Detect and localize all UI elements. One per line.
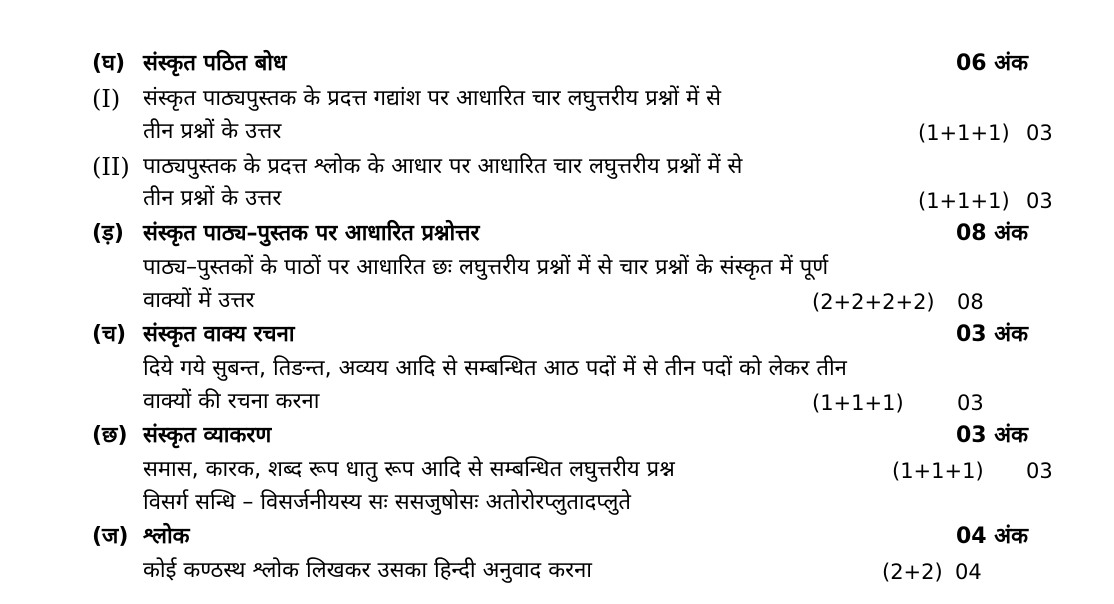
item-label: (II)	[92, 153, 130, 181]
section-marks: 03 अंक	[956, 423, 1028, 448]
marks-score: 03	[1026, 189, 1053, 213]
section-text-line1: दिये गये सुबन्त, तिङन्त, अव्यय आदि से सम्बन्धित आठ पदों में से तीन पदों को लेकर तीन	[143, 356, 847, 381]
section-text-line1: पाठ्य–पुस्तकों के पाठों पर आधारित छः लघुत्तरीय प्रश्नों में से चार प्रश्नों के संस्कृत में पूर्ण	[143, 255, 829, 280]
item-label: (I)	[92, 85, 121, 113]
section-title: श्लोक	[143, 524, 190, 549]
section-label: (ज)	[92, 524, 129, 549]
section-marks: 08 अंक	[956, 221, 1028, 246]
marks-split: (2+2+2+2)	[812, 290, 935, 314]
section-text-line1: समास, कारक, शब्द रूप धातु रूप आदि से सम्बन्धित लघुत्तरीय प्रश्न	[143, 457, 675, 482]
section-label: (च)	[92, 322, 127, 347]
marks-split: (1+1+1)	[918, 189, 1010, 213]
marks-score: 03	[1026, 459, 1053, 483]
section-marks: 03 अंक	[956, 322, 1028, 347]
marks-split: (1+1+1)	[918, 121, 1010, 145]
section-title: संस्कृत पठित बोध	[143, 51, 287, 76]
section-label: (घ)	[92, 51, 126, 76]
section-marks: 06 अंक	[956, 51, 1028, 76]
section-text-line2: वाक्यों में उत्तर	[143, 288, 255, 313]
section-title: संस्कृत वाक्य रचना	[143, 322, 295, 347]
section-text-line2: विसर्ग सन्धि – विसर्जनीयस्य सः ससजुषोसः अतोरोरप्लुतादप्लुते	[143, 490, 631, 515]
marks-score: 08	[957, 290, 984, 314]
section-label: (छ)	[92, 423, 128, 448]
item-text-line1: पाठ्यपुस्तक के प्रदत्त श्लोक के आधार पर आधारित चार लघुत्तरीय प्रश्नों में से	[143, 154, 743, 179]
section-title: संस्कृत पाठ्य–पुस्तक पर आधारित प्रश्नोत्तर	[143, 221, 480, 246]
marks-split: (1+1+1)	[812, 391, 904, 415]
item-text-line1: संस्कृत पाठ्यपुस्तक के प्रदत्त गद्यांश पर आधारित चार लघुत्तरीय प्रश्नों में से	[143, 86, 721, 111]
marks-score: 03	[1026, 121, 1053, 145]
marks-score: 04	[955, 560, 982, 584]
section-label: (ड़)	[92, 221, 124, 246]
section-text-line1: कोई कण्ठस्थ श्लोक लिखकर उसका हिन्दी अनुवाद करना	[143, 558, 593, 583]
section-title: संस्कृत व्याकरण	[143, 423, 272, 448]
section-marks: 04 अंक	[956, 524, 1028, 549]
marks-split: (1+1+1)	[892, 459, 984, 483]
marks-split: (2+2)	[882, 560, 943, 584]
item-text-line2: तीन प्रश्नों के उत्तर	[143, 119, 282, 144]
marks-score: 03	[957, 391, 984, 415]
item-text-line2: तीन प्रश्नों के उत्तर	[143, 186, 282, 211]
section-text-line2: वाक्यों की रचना करना	[143, 389, 320, 414]
